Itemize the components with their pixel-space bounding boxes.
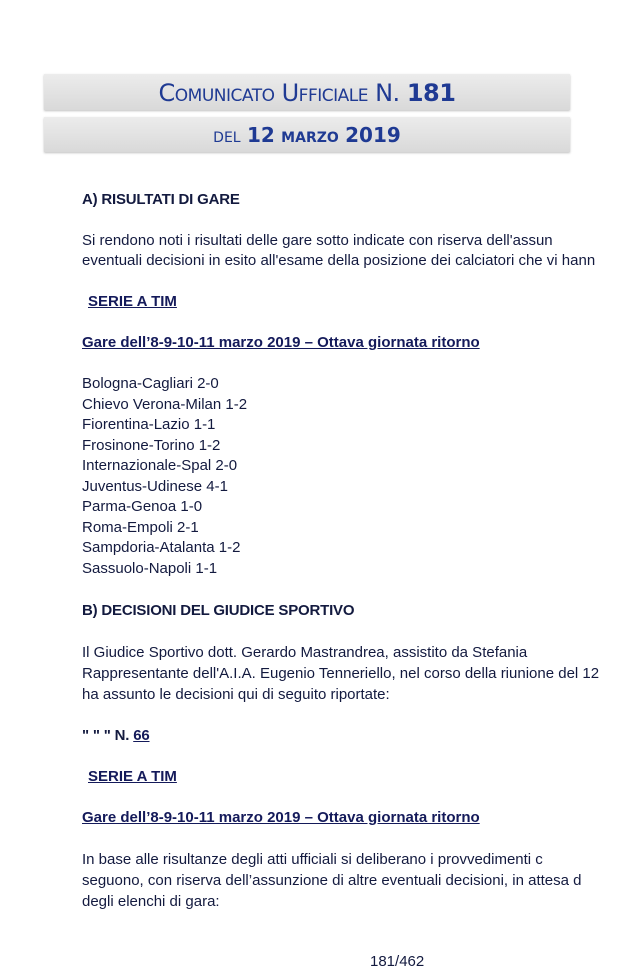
section-a-league-link[interactable]: SERIE A TIM [88, 293, 177, 310]
result-item: Frosinone-Torino 1-2 [82, 436, 221, 454]
section-a-heading: A) RISULTATI DI GARE [82, 191, 240, 208]
section-b-heading: B) DECISIONI DEL GIUDICE SPORTIVO [82, 602, 355, 619]
results-list [82, 374, 247, 579]
section-b-round-link[interactable]: Gare dell’8-9-10-11 marzo 2019 – Ottava giornata ritorno [82, 809, 480, 826]
section-b-closing-line-2: seguono, con riserva dell’assunzione di altre eventuali decisioni, in attesa d [82, 872, 582, 889]
date-prefix: del [213, 123, 241, 147]
section-b-closing-line-3: degli elenchi di gara: [82, 893, 220, 910]
section-b-para-line-2: Rappresentante dell'A.I.A. Eugenio Tenneriello, nel corso della riunione del 12 [82, 665, 600, 682]
section-b-league-link[interactable]: SERIE A TIM [88, 768, 177, 785]
date-month: marzo [281, 123, 339, 147]
result-item: Roma-Empoli 2-1 [82, 518, 199, 536]
bulletin-reference [82, 726, 150, 746]
title-prefix: Comunicato Ufficiale N. [158, 79, 400, 107]
result-item: Fiorentina-Lazio 1-1 [82, 416, 216, 433]
bulletin-number: 181 [406, 79, 456, 107]
result-item: Sampdoria-Atalanta 1-2 [82, 539, 241, 556]
section-a-intro-line-2: eventuali decisioni in esito all'esame della posizione dei calciatori che vi hann [82, 252, 596, 269]
result-item: Sassuolo-Napoli 1-1 [82, 559, 218, 577]
result-item: Juventus-Udinese 4-1 [82, 477, 228, 495]
result-item: Chievo Verona-Milan 1-2 [82, 395, 248, 413]
document-title-banner [44, 74, 570, 110]
section-b-para-line-3: ha assunto le decisioni qui di seguito riportate: [82, 686, 390, 703]
page-number: 181/462 [370, 953, 425, 970]
section-b-para-line-1: Il Giudice Sportivo dott. Gerardo Mastrandrea, assistito da Stefania [82, 644, 528, 661]
date-day: 12 [246, 123, 275, 147]
section-a-intro-line-1: Si rendono noti i risultati delle gare sotto indicate con riserva dell'assun [82, 232, 553, 249]
reference-prefix: " " " N. [82, 727, 130, 744]
document-date-banner [44, 117, 570, 152]
date-year: 2019 [345, 123, 401, 147]
result-item: Internazionale-Spal 2-0 [82, 457, 238, 474]
result-item: Parma-Genoa 1-0 [82, 498, 203, 515]
result-item: Bologna-Cagliari 2-0 [82, 375, 219, 392]
section-b-closing-line-1: In base alle risultanze degli atti ufficiali si deliberano i provvedimenti c [82, 851, 543, 868]
section-a-round-link[interactable]: Gare dell’8-9-10-11 marzo 2019 – Ottava giornata ritorno [82, 334, 480, 351]
reference-number-link[interactable]: 66 [133, 727, 150, 744]
